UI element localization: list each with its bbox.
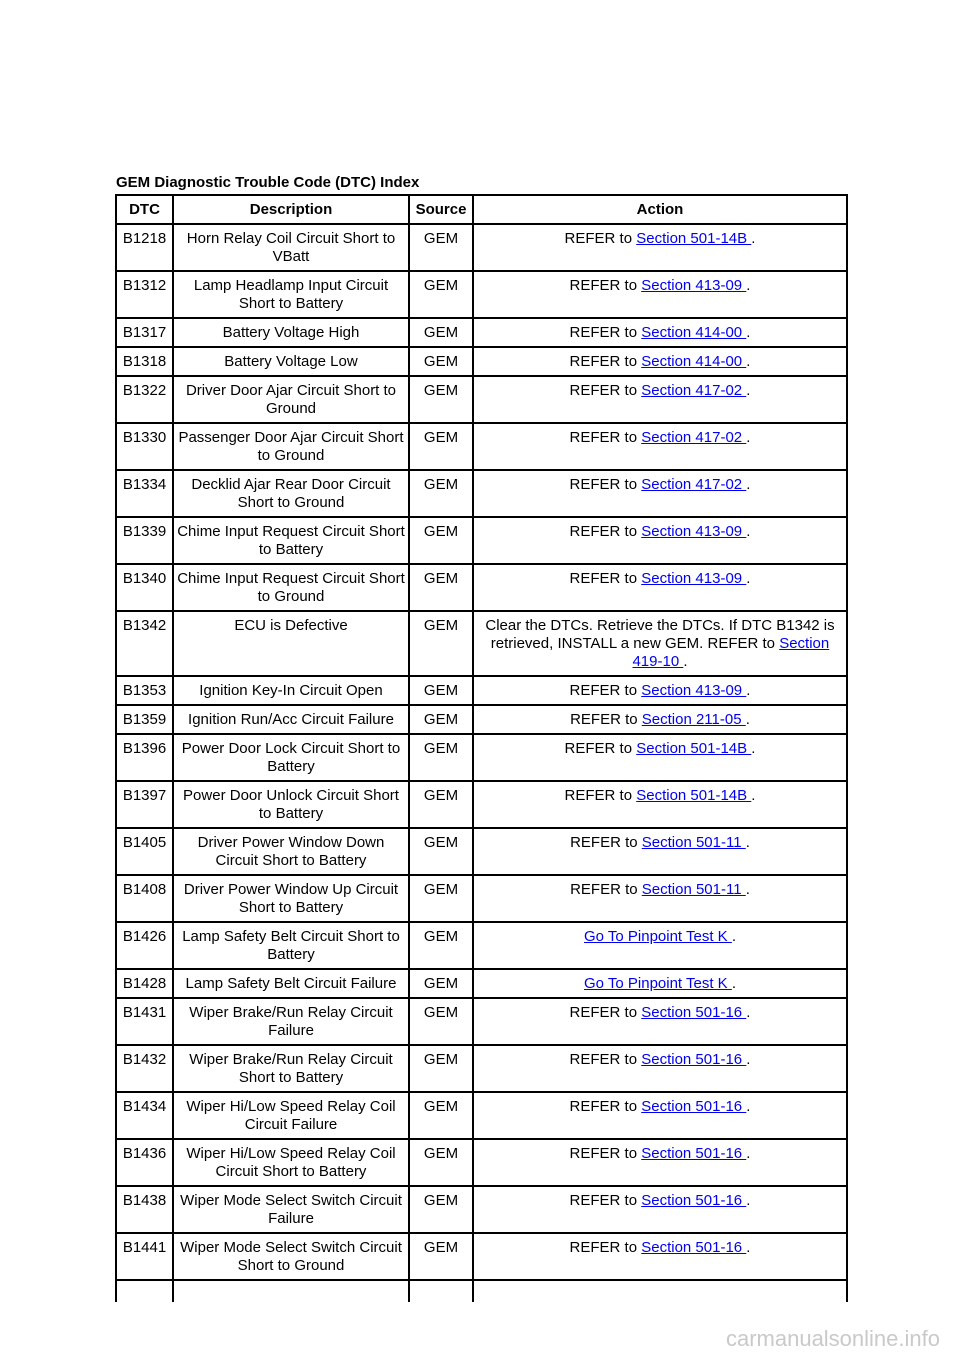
empty-cell xyxy=(473,1280,847,1302)
action-suffix: . xyxy=(746,476,751,493)
table-row xyxy=(116,734,847,781)
empty-cell xyxy=(173,1280,409,1302)
source-cell: GEM xyxy=(409,564,473,611)
section-link[interactable]: Section 501-16 xyxy=(641,1004,747,1021)
action-suffix: . xyxy=(731,928,737,945)
table-row xyxy=(116,470,847,517)
description-cell: Chime Input Request Circuit Short to Ground xyxy=(173,564,409,611)
action-cell xyxy=(473,781,847,828)
description-cell: Chime Input Request Circuit Short to Battery xyxy=(173,517,409,564)
action-text: REFER to xyxy=(569,353,642,370)
action-suffix: . xyxy=(746,1145,751,1162)
table-row xyxy=(116,1139,847,1186)
action-text: REFER to xyxy=(569,1004,642,1021)
dtc-code-cell: B1397 xyxy=(116,781,173,828)
action-suffix: . xyxy=(746,570,751,587)
action-suffix: . xyxy=(751,740,756,757)
table-row xyxy=(116,875,847,922)
action-suffix: . xyxy=(751,787,756,804)
action-text: REFER to xyxy=(569,523,642,540)
header-dtc: DTC xyxy=(116,195,173,224)
section-link[interactable]: Section 501-11 xyxy=(641,881,746,898)
description-cell: Passenger Door Ajar Circuit Short to Ground xyxy=(173,423,409,470)
watermark: carmanualsonline.info xyxy=(725,1326,940,1351)
table-row xyxy=(116,1186,847,1233)
section-link[interactable]: Section 419-10 xyxy=(632,635,830,670)
section-link[interactable]: Section 414-00 xyxy=(641,353,747,370)
table-row xyxy=(116,828,847,875)
table-row-empty xyxy=(116,1280,847,1302)
table-row xyxy=(116,1045,847,1092)
table-row xyxy=(116,998,847,1045)
dtc-code-cell: B1339 xyxy=(116,517,173,564)
dtc-code-cell: B1432 xyxy=(116,1045,173,1092)
section-link[interactable]: Section 501-16 xyxy=(641,1098,747,1115)
action-suffix: . xyxy=(746,324,751,341)
action-suffix: . xyxy=(746,1004,751,1021)
action-cell xyxy=(473,828,847,875)
source-cell: GEM xyxy=(409,969,473,998)
section-link[interactable]: Section 501-16 xyxy=(641,1192,747,1209)
description-cell: Driver Power Window Up Circuit Short to Battery xyxy=(173,875,409,922)
source-cell: GEM xyxy=(409,875,473,922)
section-link[interactable]: Section 413-09 xyxy=(641,570,747,587)
description-cell: Driver Power Window Down Circuit Short to Battery xyxy=(173,828,409,875)
action-suffix: . xyxy=(746,1239,751,1256)
action-suffix: . xyxy=(731,975,737,992)
dtc-code-cell: B1218 xyxy=(116,224,173,271)
description-cell: Battery Voltage Low xyxy=(173,347,409,376)
action-suffix: . xyxy=(746,277,751,294)
section-link[interactable]: Section 501-11 xyxy=(641,834,746,851)
action-cell xyxy=(473,998,847,1045)
action-cell xyxy=(473,676,847,705)
section-link[interactable]: Section 501-16 xyxy=(641,1145,747,1162)
action-cell xyxy=(473,271,847,318)
dtc-code-cell: B1434 xyxy=(116,1092,173,1139)
dtc-code-cell: B1428 xyxy=(116,969,173,998)
section-link[interactable]: Section 501-16 xyxy=(641,1051,747,1068)
source-cell: GEM xyxy=(409,998,473,1045)
description-cell: Ignition Key-In Circuit Open xyxy=(173,676,409,705)
action-text: REFER to xyxy=(569,277,642,294)
action-cell xyxy=(473,347,847,376)
source-cell: GEM xyxy=(409,517,473,564)
section-link[interactable]: Section 417-02 xyxy=(641,382,747,399)
table-row xyxy=(116,969,847,998)
source-cell: GEM xyxy=(409,318,473,347)
dtc-code-cell: B1342 xyxy=(116,611,173,676)
dtc-code-cell: B1334 xyxy=(116,470,173,517)
dtc-code-cell: B1405 xyxy=(116,828,173,875)
source-cell: GEM xyxy=(409,423,473,470)
source-cell: GEM xyxy=(409,1186,473,1233)
dtc-code-cell: B1396 xyxy=(116,734,173,781)
action-text: REFER to xyxy=(569,429,642,446)
table-row xyxy=(116,517,847,564)
action-suffix: . xyxy=(746,382,751,399)
empty-cell xyxy=(409,1280,473,1302)
action-text: REFER to xyxy=(569,1239,642,1256)
source-cell: GEM xyxy=(409,734,473,781)
action-suffix: . xyxy=(745,711,750,728)
action-suffix: . xyxy=(746,523,751,540)
section-link[interactable]: Section 413-09 xyxy=(641,277,747,294)
section-link[interactable]: Section 417-02 xyxy=(641,429,747,446)
dtc-code-cell: B1318 xyxy=(116,347,173,376)
action-text: REFER to xyxy=(569,570,642,587)
action-text: REFER to xyxy=(570,711,642,728)
action-cell xyxy=(473,705,847,734)
action-suffix: . xyxy=(746,1098,751,1115)
table-header-row xyxy=(116,195,847,224)
action-text: REFER to xyxy=(569,1192,642,1209)
section-link[interactable]: Go To Pinpoint Test K xyxy=(583,975,732,992)
source-cell: GEM xyxy=(409,781,473,828)
source-cell: GEM xyxy=(409,470,473,517)
source-cell: GEM xyxy=(409,1233,473,1280)
action-cell xyxy=(473,922,847,969)
action-text: REFER to xyxy=(570,834,642,851)
source-cell: GEM xyxy=(409,1139,473,1186)
section-link[interactable]: Section 501-14B xyxy=(636,740,752,757)
table-row xyxy=(116,676,847,705)
action-cell xyxy=(473,875,847,922)
source-cell: GEM xyxy=(409,1045,473,1092)
description-cell: Lamp Safety Belt Circuit Failure xyxy=(173,969,409,998)
table-row xyxy=(116,564,847,611)
source-cell: GEM xyxy=(409,347,473,376)
dtc-code-cell: B1322 xyxy=(116,376,173,423)
action-text: REFER to xyxy=(569,1051,642,1068)
source-cell: GEM xyxy=(409,271,473,318)
dtc-code-cell: B1353 xyxy=(116,676,173,705)
dtc-index-table xyxy=(115,194,848,1302)
action-cell xyxy=(473,969,847,998)
table-row xyxy=(116,781,847,828)
description-cell: Driver Door Ajar Circuit Short to Ground xyxy=(173,376,409,423)
page-title: GEM Diagnostic Trouble Code (DTC) Index xyxy=(116,174,420,191)
action-suffix: . xyxy=(751,230,756,247)
action-cell xyxy=(473,564,847,611)
action-suffix: . xyxy=(745,834,750,851)
header-source: Source xyxy=(409,195,473,224)
action-cell xyxy=(473,376,847,423)
dtc-code-cell: B1438 xyxy=(116,1186,173,1233)
table-row xyxy=(116,1233,847,1280)
action-text: REFER to xyxy=(564,740,637,757)
action-text: REFER to xyxy=(564,787,637,804)
action-cell xyxy=(473,224,847,271)
description-cell: Wiper Brake/Run Relay Circuit Short to Battery xyxy=(173,1045,409,1092)
description-cell: Wiper Mode Select Switch Circuit Short to Ground xyxy=(173,1233,409,1280)
dtc-code-cell: B1408 xyxy=(116,875,173,922)
source-cell: GEM xyxy=(409,224,473,271)
dtc-code-cell: B1436 xyxy=(116,1139,173,1186)
action-cell xyxy=(473,1139,847,1186)
section-link[interactable]: Section 211-05 xyxy=(641,711,746,728)
source-cell: GEM xyxy=(409,376,473,423)
dtc-code-cell: B1426 xyxy=(116,922,173,969)
section-link[interactable]: Section 413-09 xyxy=(641,523,747,540)
action-cell xyxy=(473,1186,847,1233)
dtc-code-cell: B1340 xyxy=(116,564,173,611)
description-cell: Wiper Mode Select Switch Circuit Failure xyxy=(173,1186,409,1233)
action-cell xyxy=(473,470,847,517)
description-cell: Decklid Ajar Rear Door Circuit Short to Ground xyxy=(173,470,409,517)
action-text: REFER to xyxy=(570,881,642,898)
action-text: REFER to xyxy=(569,382,642,399)
section-link[interactable]: Section 414-00 xyxy=(641,324,747,341)
description-cell: Power Door Lock Circuit Short to Battery xyxy=(173,734,409,781)
source-cell: GEM xyxy=(409,922,473,969)
action-text: REFER to xyxy=(569,682,642,699)
table-row xyxy=(116,271,847,318)
action-suffix: . xyxy=(746,429,751,446)
action-cell xyxy=(473,1045,847,1092)
source-cell: GEM xyxy=(409,705,473,734)
action-suffix: . xyxy=(746,353,751,370)
action-text: REFER to xyxy=(569,476,642,493)
section-link[interactable]: Go To Pinpoint Test K xyxy=(583,928,732,945)
action-cell xyxy=(473,734,847,781)
section-link[interactable]: Section 501-14B xyxy=(636,787,752,804)
action-text: REFER to xyxy=(569,1098,642,1115)
source-cell: GEM xyxy=(409,676,473,705)
action-cell xyxy=(473,611,847,676)
table-row xyxy=(116,1092,847,1139)
table-row xyxy=(116,318,847,347)
action-cell xyxy=(473,423,847,470)
dtc-code-cell: B1441 xyxy=(116,1233,173,1280)
dtc-code-cell: B1317 xyxy=(116,318,173,347)
description-cell: Lamp Safety Belt Circuit Short to Battery xyxy=(173,922,409,969)
description-cell: Ignition Run/Acc Circuit Failure xyxy=(173,705,409,734)
section-link[interactable]: Section 413-09 xyxy=(641,682,747,699)
action-suffix: . xyxy=(746,1051,751,1068)
source-cell: GEM xyxy=(409,611,473,676)
description-cell: ECU is Defective xyxy=(173,611,409,676)
table-row xyxy=(116,224,847,271)
table-row xyxy=(116,611,847,676)
description-cell: Lamp Headlamp Input Circuit Short to Battery xyxy=(173,271,409,318)
description-cell: Power Door Unlock Circuit Short to Battery xyxy=(173,781,409,828)
description-cell: Battery Voltage High xyxy=(173,318,409,347)
description-cell: Wiper Hi/Low Speed Relay Coil Circuit Failure xyxy=(173,1092,409,1139)
table-row xyxy=(116,705,847,734)
table-row xyxy=(116,423,847,470)
action-text: REFER to xyxy=(569,324,642,341)
dtc-code-cell: B1431 xyxy=(116,998,173,1045)
dtc-code-cell: B1359 xyxy=(116,705,173,734)
table-row xyxy=(116,922,847,969)
section-link[interactable]: Section 501-14B xyxy=(636,230,752,247)
table-body xyxy=(116,224,847,1302)
dtc-code-cell: B1330 xyxy=(116,423,173,470)
action-suffix: . xyxy=(745,881,750,898)
action-cell xyxy=(473,1233,847,1280)
table-row xyxy=(116,347,847,376)
source-cell: GEM xyxy=(409,828,473,875)
action-cell xyxy=(473,1092,847,1139)
action-cell xyxy=(473,517,847,564)
empty-cell xyxy=(116,1280,173,1302)
description-cell: Horn Relay Coil Circuit Short to VBatt xyxy=(173,224,409,271)
source-cell: GEM xyxy=(409,1092,473,1139)
section-link[interactable]: Section 501-16 xyxy=(641,1239,747,1256)
header-action: Action xyxy=(473,195,847,224)
action-cell xyxy=(473,318,847,347)
table-row xyxy=(116,376,847,423)
dtc-code-cell: B1312 xyxy=(116,271,173,318)
action-suffix: . xyxy=(746,1192,751,1209)
action-text: REFER to xyxy=(564,230,637,247)
action-text: Clear the DTCs. Retrieve the DTCs. If DTC B1342 is retrieved, INSTALL a new GEM. REFER to xyxy=(485,617,835,652)
header-description: Description xyxy=(173,195,409,224)
description-cell: Wiper Hi/Low Speed Relay Coil Circuit Short to Battery xyxy=(173,1139,409,1186)
action-suffix: . xyxy=(746,682,751,699)
action-suffix: . xyxy=(683,653,688,670)
action-text: REFER to xyxy=(569,1145,642,1162)
description-cell: Wiper Brake/Run Relay Circuit Failure xyxy=(173,998,409,1045)
section-link[interactable]: Section 417-02 xyxy=(641,476,747,493)
